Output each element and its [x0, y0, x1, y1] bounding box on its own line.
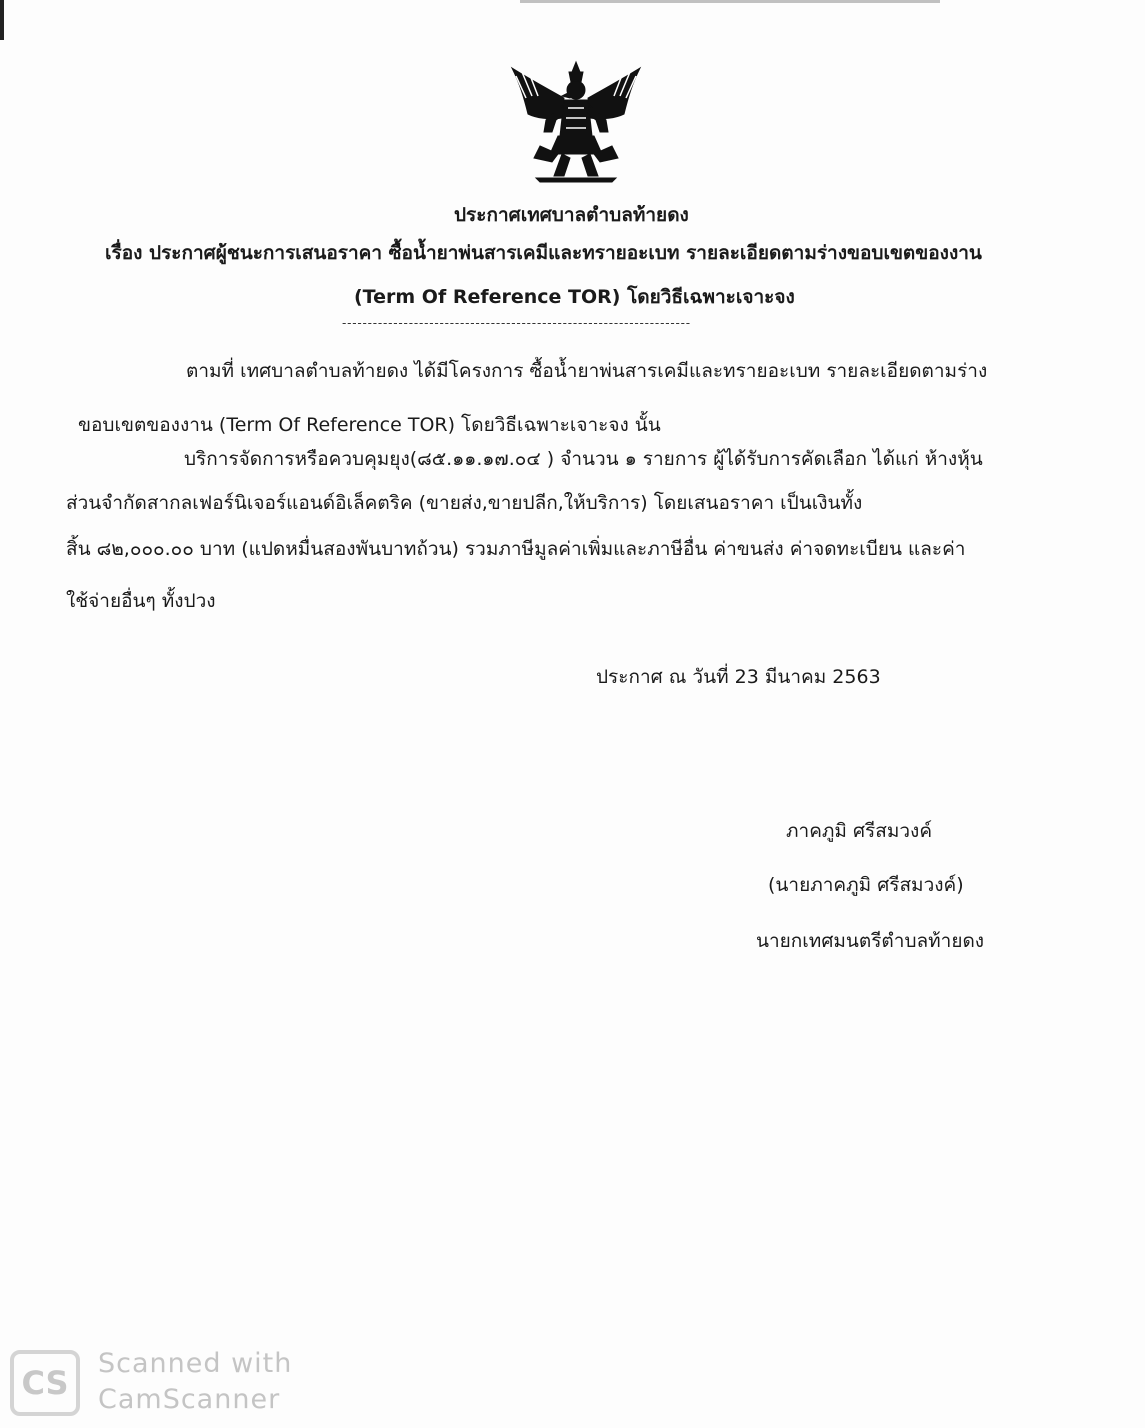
scan-top-smudge [520, 0, 940, 3]
subject-line-1: เรื่อง ประกาศผู้ชนะการเสนอราคา ซื้อน้ำยาพ่นสารเคมีและทรายอะเบท รายละเอียดตามร่างขอบเขตของงาน [105, 242, 982, 264]
paragraph2-line3: สิ้น ๘๒,๐๐๐.๐๐ บาท (แปดหมื่นสองพันบาทถ้วน) รวมภาษีมูลค่าเพิ่มและภาษีอื่น ค่าขนส่ง ค่าจดทะเบียน และค่า [66, 538, 966, 560]
scan-edge-mark [0, 0, 4, 40]
announcement-date: ประกาศ ณ วันที่ 23 มีนาคม 2563 [596, 666, 881, 688]
subject-line-2: (Term Of Reference TOR) โดยวิธีเฉพาะเจาะจง [354, 286, 795, 308]
signer-name: ภาคภูมิ ศรีสมวงค์ [786, 820, 933, 842]
separator-line: -------------------------------------------------------------------- [342, 316, 691, 330]
paragraph1-line1: ตามที่ เทศบาลตำบลท้ายดง ได้มีโครงการ ซื้อน้ำยาพ่นสารเคมีและทรายอะเบท รายละเอียดตามร่าง [186, 360, 988, 382]
watermark-line2: CamScanner [98, 1384, 281, 1415]
garuda-emblem-icon [506, 58, 646, 188]
paragraph2-line1: บริการจัดการหรือควบคุมยุง(๘๕.๑๑.๑๗.๐๔ ) จำนวน ๑ รายการ ผู้ได้รับการคัดเลือก ได้แก่ ห้างหุ้น [184, 448, 983, 470]
camscanner-logo-icon: CS [10, 1350, 80, 1416]
paragraph1-line2: ขอบเขตของงาน (Term Of Reference TOR) โดยวิธีเฉพาะเจาะจง นั้น [78, 414, 661, 436]
signer-position: นายกเทศมนตรีตำบลท้ายดง [756, 930, 985, 952]
paragraph2-line4: ใช้จ่ายอื่นๆ ทั้งปวง [66, 590, 216, 612]
watermark-line1: Scanned with [98, 1348, 293, 1379]
issuer-title: ประกาศเทศบาลตำบลท้ายดง [454, 204, 689, 226]
paragraph2-line2: ส่วนจำกัดสากลเฟอร์นิเจอร์แอนด์อิเล็คตริค (ขายส่ง,ขายปลีก,ให้บริการ) โดยเสนอราคา เป็นเงินทั้ง [66, 492, 863, 514]
signer-full-name: (นายภาคภูมิ ศรีสมวงค์) [768, 874, 964, 896]
